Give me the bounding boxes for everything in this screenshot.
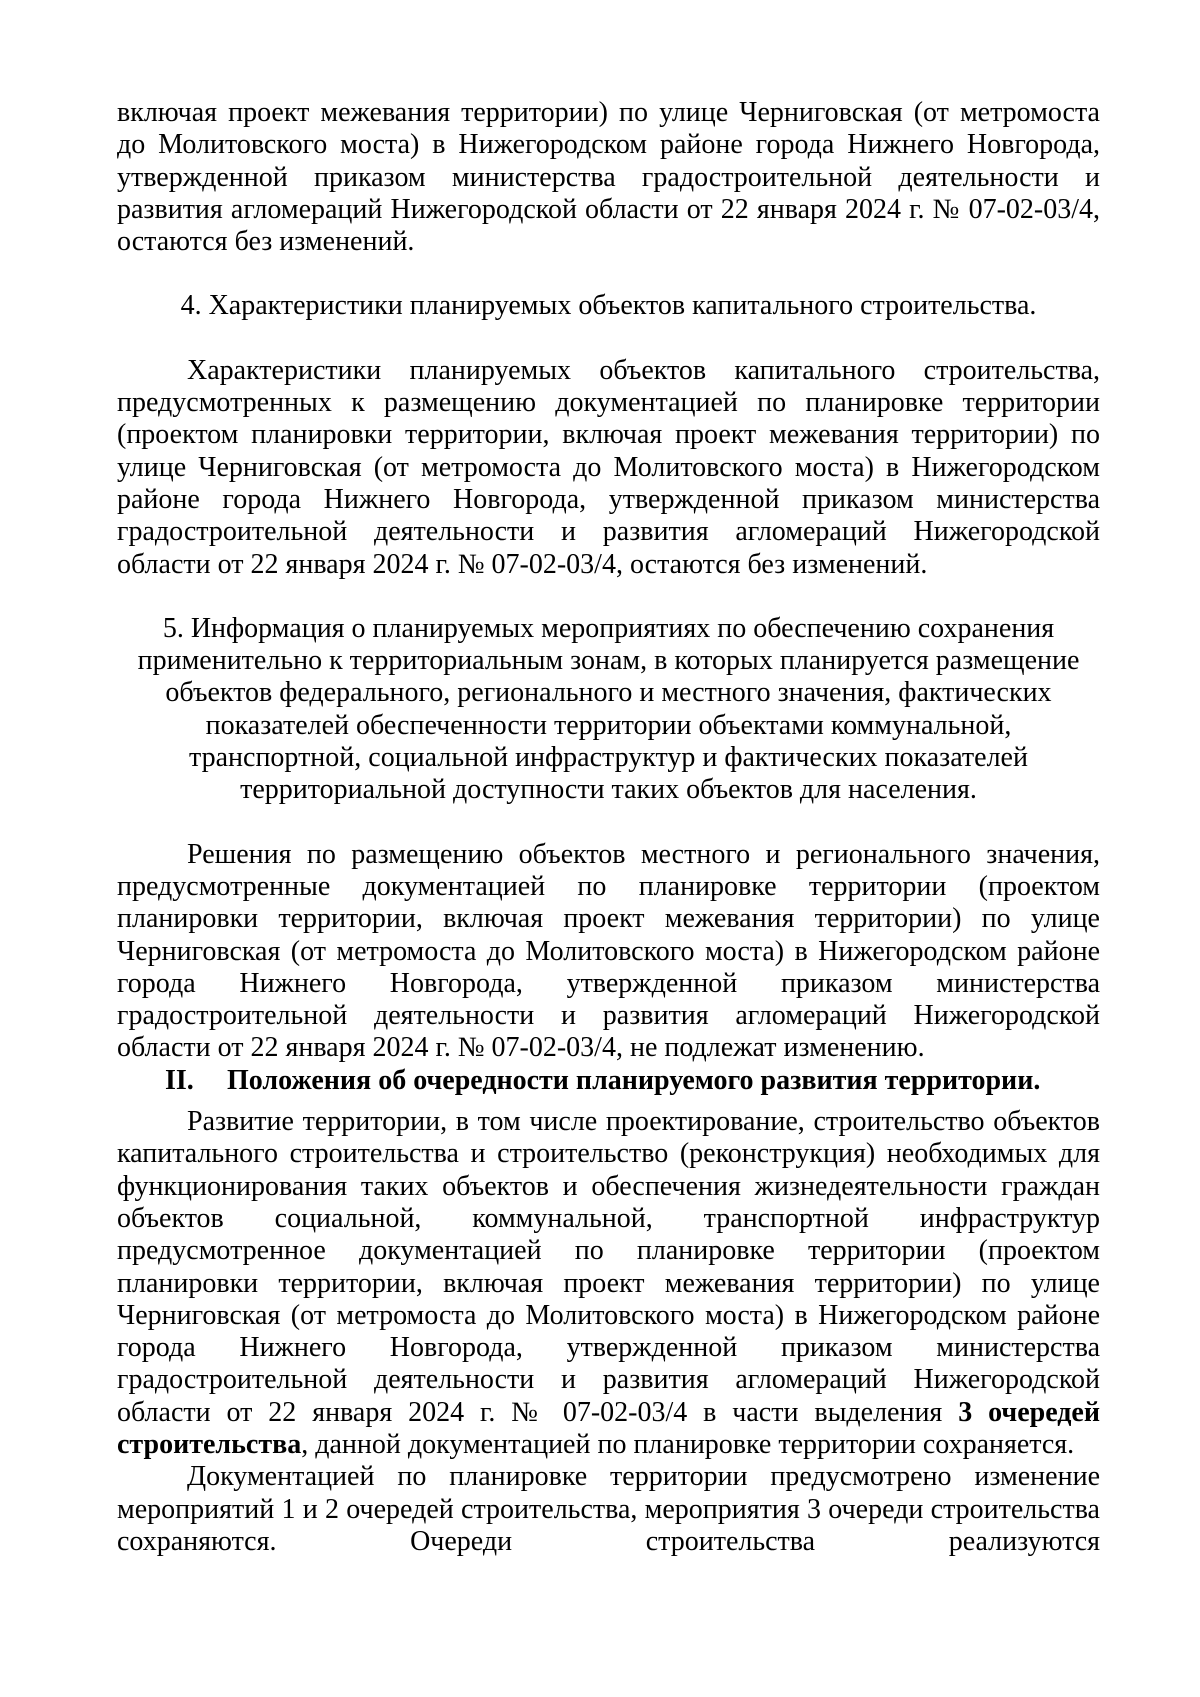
development-bold-phrase: 3 очередей строительства [117,1396,1100,1460]
section-2-heading [117,1065,1100,1097]
section-4-heading: 4. Характеристики планируемых объектов капитального строительства. [180,290,1037,322]
document-page [117,97,1100,1558]
section-4-paragraph: Характеристики планируемых объектов капитального строительства, предусмотренных к размещению документацией по планировке территории (проектом планировки территории, включая проект межевания территории) по улице Черниговская (от метромоста до Молитовского моста) в Нижегородском районе города Нижнего Новгорода, утвержденной приказом министерства градостроительной деятельности и развития агломераций Нижегородской области от 22 января 2024 г. № 07-02-03/4, остаются без изменений. [117,354,1100,580]
development-text-end: , данной документацией по планировке территории сохраняется. [301,1428,1075,1460]
section-5-paragraph: Решения по размещению объектов местного и регионального значения, предусмотренные документацией по планировке территории (проектом планировки территории, включая проект межевания территории) по улице Черниговская (от метромоста до Молитовского моста) в Нижегородском районе города Нижнего Новгорода, утвержденной приказом министерства градостроительной деятельности и развития агломераций Нижегородской области от 22 января 2024 г. № 07-02-03/4, не подлежат изменению. [117,838,1100,1064]
section-2-title: Положения об очередности планируемого развития территории. [227,1064,1041,1096]
paragraph-continuation: включая проект межевания территории) по улице Черниговская (от метромоста до Молитовского моста) в Нижегородском районе города Нижнего Новгорода, утвержденной приказом министерства градостроительной деятельности и развития агломераций Нижегородской области от 22 января 2024 г. № 07-02-03/4, остаются без изменений. [117,97,1100,258]
section-5-heading: 5. Информация о планируемых мероприятиях по обеспечению сохранения применительно к территориальным зонам, в которых планируется размещение объектов федерального, регионального и местного значения, фактических показателей обеспеченности территории объектами коммунальной, транспортной, социальной инфраструктур и фактических показателей территориальной доступности таких объектов для населения. [137,612,1080,806]
development-paragraph [117,1106,1100,1461]
development-text-start: Развитие территории, в том числе проектирование, строительство объектов капитального строительства и строительство (реконструкция) необходимых для функционирования таких объектов и обеспечения жизнедеятельности граждан объектов социальной, коммунальной, транспортной инфраструктур предусмотренное документацией по планировке территории (проектом планировки территории, включая проект межевания территории) по улице Черниговская (от метромоста до Молитовского моста) в Нижегородском районе города Нижнего Новгорода, утвержденной приказом министерства градостроительной деятельности и развития агломераций Нижегородской области от 22 января 2024 г. № 07-02-03/4 в части выделения [117,1106,1100,1428]
section-2-number: II. [165,1064,194,1096]
stages-paragraph: Документацией по планировке территории предусмотрено изменение мероприятий 1 и 2 очередей строительства, мероприятия 3 очереди строительства сохраняются. Очереди строительства реализуются [117,1461,1100,1557]
